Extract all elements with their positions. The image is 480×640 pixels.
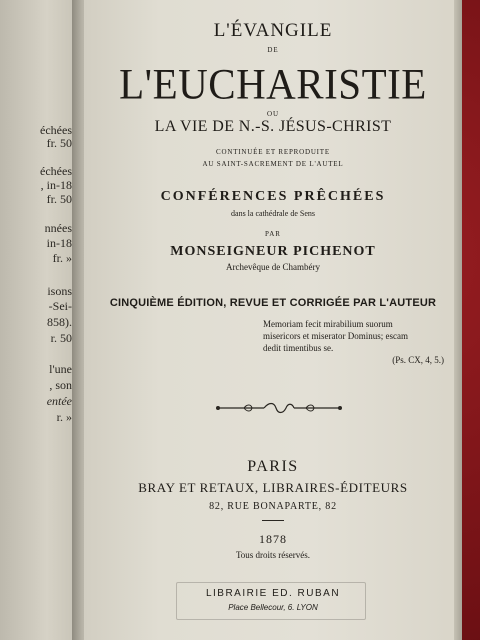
left-page-line: échées <box>40 123 72 137</box>
imprint-year: 1878 <box>259 532 287 546</box>
title-word-ou: OU <box>266 110 280 118</box>
imprint-city: PARIS <box>247 458 299 475</box>
subtitle-saint-sacrement: AU SAINT-SACREMENT DE L'AUTEL <box>202 160 344 168</box>
author-name: MONSEIGNEUR PICHENOT <box>170 244 376 259</box>
stamp-line-2: Place Bellecour, 6. LYON <box>228 603 318 612</box>
left-page-line: entée <box>46 394 72 408</box>
epigraph-quote <box>263 318 448 366</box>
left-page-line: r. » <box>56 410 72 424</box>
left-page-line: fr. 50 <box>46 136 72 150</box>
author-title: Archevêque de Chambéry <box>226 262 320 272</box>
imprint-address: 82, RUE BONAPARTE, 82 <box>209 501 337 512</box>
main-title-eucharistie: L'EUCHARISTIE <box>119 59 427 109</box>
subtitle-continuee: CONTINUÉE ET REPRODUITE <box>216 148 330 156</box>
quote-line-3: dedit timentibus se. <box>263 343 334 353</box>
left-page-line: fr. 50 <box>46 192 72 206</box>
subtitle-vie: LA VIE DE N.-S. JÉSUS-CHRIST <box>154 118 392 135</box>
left-page-line: l'une <box>49 362 72 376</box>
left-page-line: , son <box>49 378 72 392</box>
left-page-line: -Sei- <box>48 299 72 313</box>
left-page-line: r. 50 <box>50 331 72 345</box>
edition-line: CINQUIÈME ÉDITION, REVUE ET CORRIGÉE PAR L'AUTEUR <box>109 297 437 309</box>
title-page <box>84 0 462 640</box>
quote-line-1: Memoriam fecit mirabilium suorum <box>263 319 393 329</box>
quote-reference: (Ps. CX, 4, 5.) <box>392 355 444 365</box>
cathedrale-line: dans la cathédrale de Sens <box>231 209 315 218</box>
title-word-de: DE <box>267 46 279 54</box>
imprint-publisher: BRAY ET RETAUX, LIBRAIRES-ÉDITEURS <box>138 480 408 495</box>
left-page-line: fr. » <box>52 251 72 265</box>
quote-line-2: misericors et miserator Dominus; escam <box>263 331 408 341</box>
left-page-line: , in-18 <box>40 178 72 192</box>
left-page-line: isons <box>47 284 72 298</box>
left-page-line: échées <box>40 164 72 178</box>
conferences-heading: CONFÉRENCES PRÊCHÉES <box>160 189 386 204</box>
title-line-evangile: L'ÉVANGILE <box>213 20 333 41</box>
stamp-line-1: LIBRAIRIE ED. RUBAN <box>205 588 341 599</box>
rights-reserved: Tous droits réservés. <box>235 550 311 560</box>
word-par: PAR <box>265 230 281 238</box>
left-page-line: nnées <box>44 221 72 235</box>
facing-left-page <box>0 0 78 640</box>
left-page-line: 858). <box>47 315 72 329</box>
left-page-line: in-18 <box>46 236 72 250</box>
imprint-rule <box>262 520 284 521</box>
ornament-divider-icon <box>214 400 344 416</box>
